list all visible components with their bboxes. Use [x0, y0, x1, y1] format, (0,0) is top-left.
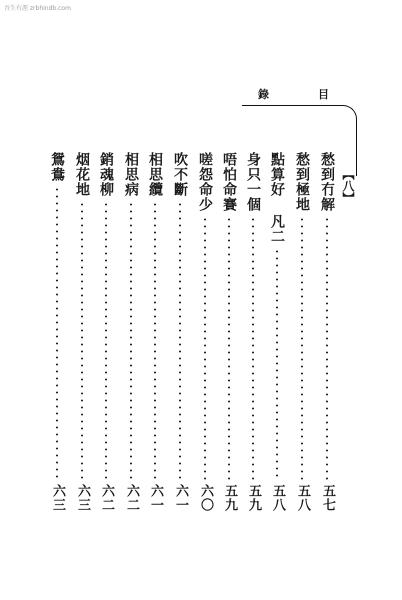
- leader-dots: [204, 216, 206, 480]
- toc-entry: [318, 152, 336, 512]
- toc-entry-title: 烟花地: [74, 152, 90, 197]
- toc-entry-title: 唔怕命賽: [221, 152, 237, 212]
- toc-entry-title: 愁到冇解: [319, 152, 335, 212]
- toc-entry-page: 五八: [270, 484, 285, 512]
- toc-entry-title: 相思病: [123, 152, 139, 197]
- leader-dots: [154, 201, 156, 480]
- running-head-mu: 目: [318, 88, 329, 101]
- toc-entry-page: 六三: [75, 484, 90, 512]
- leader-dots: [276, 248, 278, 480]
- toc-entry: [73, 152, 91, 512]
- header-bracket: [338, 105, 357, 176]
- leader-dots: [326, 216, 328, 480]
- toc-entry-title: 身只一個: [245, 152, 261, 212]
- toc-entry: [268, 152, 286, 512]
- toc-entry-title: 銷魂柳: [98, 152, 114, 197]
- toc-entry-title: 相思纜: [147, 152, 163, 197]
- toc-entry: [97, 152, 115, 512]
- leader-dots: [56, 186, 58, 480]
- toc-entry-page: 五七: [320, 484, 335, 512]
- toc-entry: [220, 152, 238, 512]
- toc-entry-page: 六一: [173, 484, 188, 512]
- toc-entry-page: 六二: [99, 484, 114, 512]
- toc-entry: [244, 152, 262, 512]
- toc-entry-page: 五九: [246, 484, 261, 512]
- leader-dots: [228, 216, 230, 480]
- toc-entry: [146, 152, 164, 512]
- toc-entry-page: 五九: [222, 484, 237, 512]
- toc-entry-page: 六二: [124, 484, 139, 512]
- toc-entry-page: 五八: [295, 484, 310, 512]
- leader-dots: [179, 201, 181, 480]
- toc-entry-page: 六〇: [198, 484, 213, 512]
- toc-entry-title: 嗟怨命少: [197, 152, 213, 212]
- leader-dots: [81, 201, 83, 480]
- running-head-lu: 錄: [258, 88, 269, 101]
- leader-dots: [130, 201, 132, 480]
- toc-entry: [122, 152, 140, 512]
- toc-entry: [196, 152, 214, 512]
- toc-entry-title: 鴛鴦: [49, 152, 65, 182]
- leader-dots: [301, 216, 303, 480]
- page-folio: 【八】: [341, 168, 355, 204]
- toc-entry: [48, 152, 66, 512]
- watermark: 吾生有涯 zrbhindb.com: [4, 5, 71, 12]
- toc-entry-title: 愁到極地: [294, 152, 310, 212]
- toc-entry: [293, 152, 311, 512]
- leader-dots: [105, 201, 107, 480]
- toc-entry-page: 六一: [148, 484, 163, 512]
- toc-entry-title: 點算好 凡二: [269, 152, 285, 244]
- toc-entry-page: 六三: [50, 484, 65, 512]
- toc-entry-title: 吹不斷: [172, 152, 188, 197]
- leader-dots: [252, 216, 254, 480]
- toc-entry: [171, 152, 189, 512]
- header-rule: [242, 105, 342, 106]
